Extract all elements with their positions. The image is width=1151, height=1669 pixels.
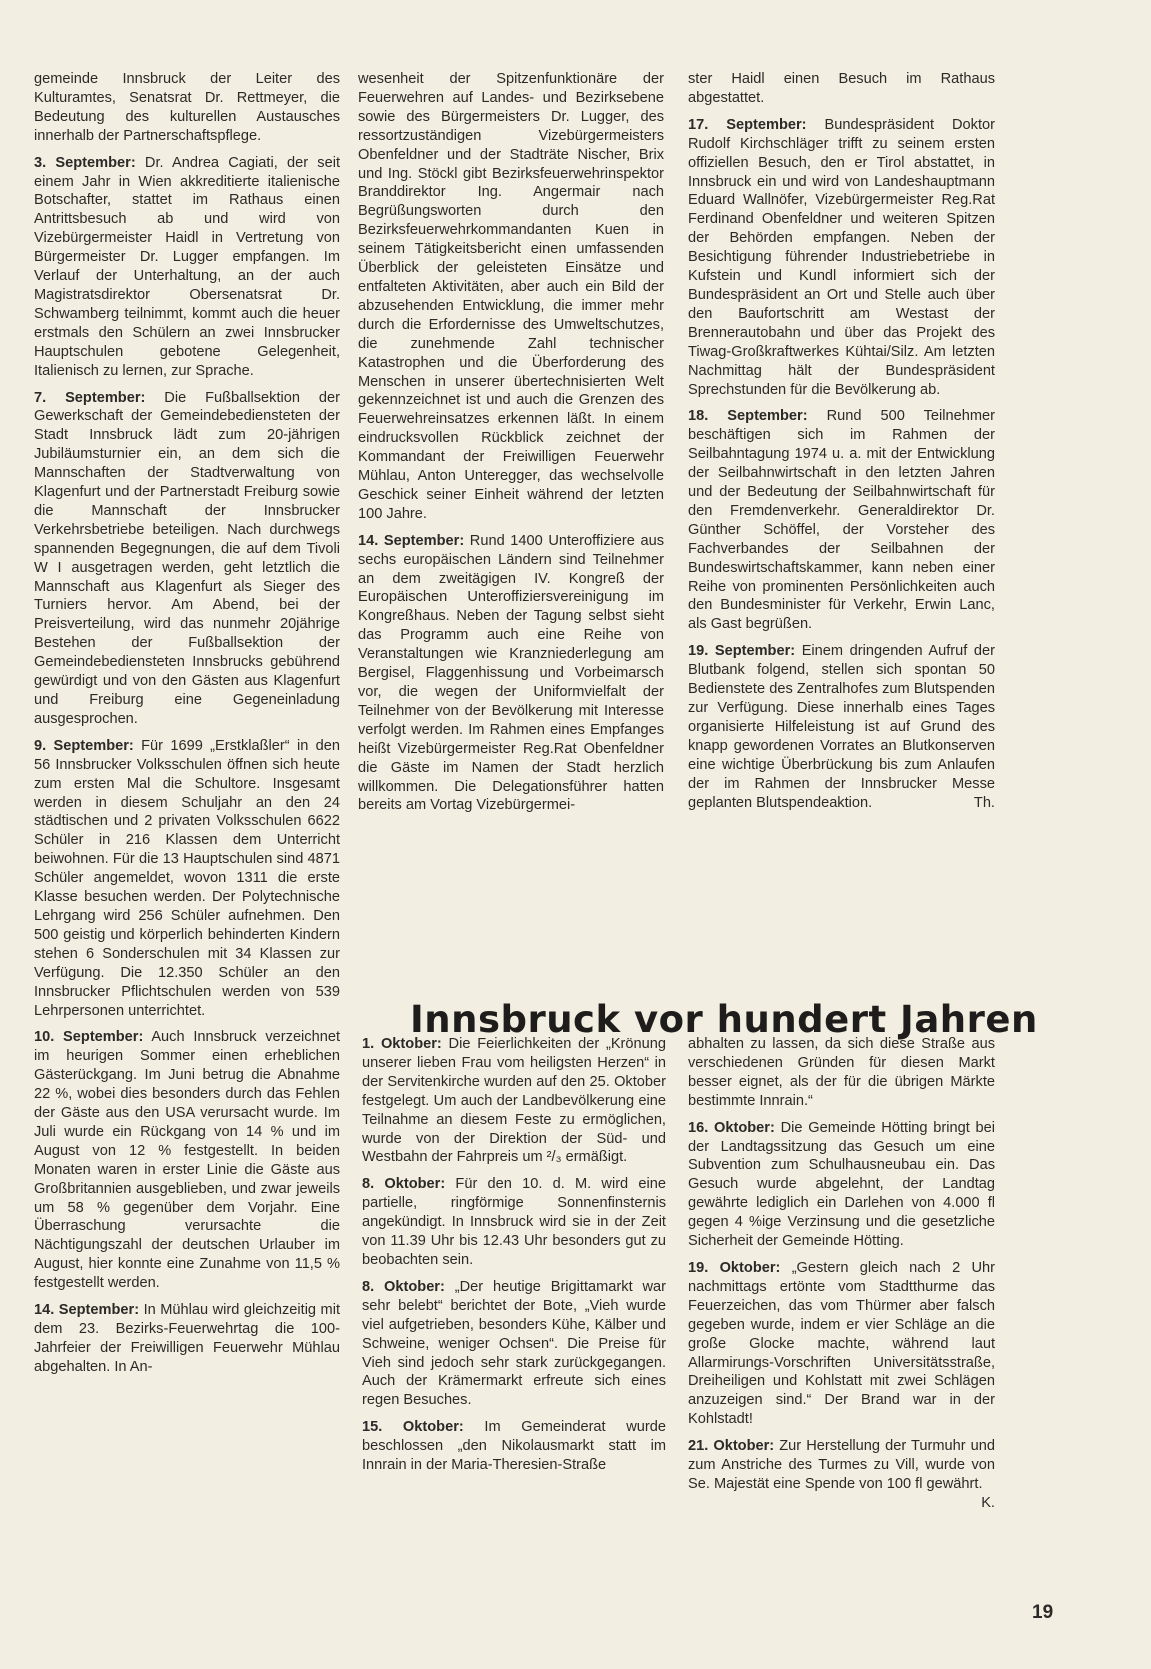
- article-paragraph: [362, 1035, 666, 1167]
- article-paragraph: [688, 116, 995, 400]
- entry-date: 14. September:: [358, 532, 465, 549]
- entry-text: Die Fußballsektion der Gewerkschaft der Gemeindebediensteten der Stadt Innsbruck lädt zum 20-jährigen Jubiläumsturnier ein, an dem sich die Mannschaften der Stadtverwaltung von Klagenfurt und der Partnerstadt Freiburg sowie die Mannschaft der Innsbrucker Verkehrsbetriebe beteiligen. Nach durchwegs spannenden Begegnungen, die auf dem Tivoli W I ausgetragen werden, geht letztlich die Mannschaft aus Klagenfurt als Sieger des Turniers hervor. Am Abend, bei der Preisverteilung, wird das nunmehr 20jährige Bestehen der Fußballsektion der Gemeindebediensteten Innsbrucks gebührend gewürdigt und von den Gästen aus Klagenfurt und Freiburg eine Gegeneinladung ausgesprochen.: [34, 389, 340, 727]
- history-column-2: [688, 1035, 995, 1513]
- entry-date: 17. September:: [688, 116, 807, 133]
- article-paragraph: [688, 642, 995, 812]
- entry-text: abhalten zu lassen, da sich diese Straße aus verschiedenen Gründen für diesen Markt besser eignet, als der für die übrigen Märkte bestimmte Innrain.“: [688, 1036, 995, 1109]
- entry-text: „Der heutige Brigittamarkt war sehr belebt“ berichtet der Bote, „Vieh wurde viel aufgetrieben, besonders Kühe, Kälber und Schweine, weniger Ochsen“. Die Preise für Vieh sind jedoch sehr stark zurückgegangen. Auch der Krämermarkt erfreute sich eines regen Besuches.: [362, 1278, 666, 1409]
- entry-date: 15. Oktober:: [362, 1419, 464, 1436]
- entry-text: „Gestern gleich nach 2 Uhr nachmittags ertönte vom Stadtthurme das Feuerzeichen, das vom Thürmer aber falsch gegeben wurde, indem er vier Schläge an die große Glocke machte, während laut Allarmirungs-Vorschriften Universitätsstraße, Dreiheiligen und Kohlstatt mit zwei Schlägen anzuzeigen sind.“ Der Brand war in der Kohlstadt!: [688, 1259, 996, 1428]
- entry-date: 8. Oktober:: [362, 1278, 445, 1295]
- entry-date: 14. September:: [34, 1302, 140, 1319]
- author-signature: Th.: [973, 794, 995, 811]
- author-signature: K.: [981, 1494, 995, 1511]
- article-paragraph: [362, 1278, 666, 1410]
- article-paragraph: [358, 532, 664, 816]
- entry-text: Bundespräsident Doktor Rudolf Kirchschläger trifft zu seinem ersten offiziellen Besuch, den er Tirol abstattet, in Innsbruck ein und wird von Landeshauptmann Eduard Wallnöfer, Vizebürgermeister Reg.Rat Ferdinand Obenfeldner und weiteren Spitzen der Behörden empfangen. Neben der Besichtigung führender Industriebetriebe in Kufstein und Kundl informiert sich der Bundespräsident an Ort und Stelle auch über den Baufortschritt am Westast der Brennerautobahn und über das Projekt des Tiwag-Großkraftwerkes Kühtai/Silz. Am letzten Nachmittag hält der Bundespräsident Sprechstunden für die Bevölkerung ab.: [688, 116, 995, 398]
- article-paragraph: [34, 1301, 340, 1377]
- column-2: [358, 70, 664, 823]
- article-paragraph: [362, 1175, 666, 1270]
- entry-date: 18. September:: [688, 408, 808, 425]
- entry-text: gemeinde Innsbruck der Leiter des Kulturamtes, Senatsrat Dr. Rettmeyer, die Bedeutung des kulturellen Austausches innerhalb der Partnerschaftspflege.: [34, 71, 340, 144]
- entry-text: Für den 10. d. M. wird eine partielle, ringförmige Sonnenfinsternis angekündigt. In Innsbruck wird sie in der Zeit von 11.39 Uhr bis 12.43 Uhr besonders gut zu beobachten sein.: [362, 1176, 666, 1268]
- article-paragraph: [34, 70, 340, 146]
- entry-date: 3. September:: [34, 154, 136, 171]
- article-paragraph: [688, 1035, 995, 1111]
- article-paragraph: [688, 1119, 995, 1251]
- entry-text: Die Feierlichkeiten der „Krönung unserer lieben Frau vom heiligsten Herzen“ in der Servitenkirche wurden auf den 25. Oktober festgelegt. Um auch der Landbevölkerung eine Teilnahme an diesem Feste zu ermöglichen, wurde von der Direktion der Süd- und Westbahn der Fahrpreis um ²/₃ ermäßigt.: [362, 1036, 666, 1166]
- entry-date: 7. September:: [34, 389, 146, 406]
- entry-text: Auch Innsbruck verzeichnet im heurigen Sommer einen erheblichen Gästerückgang. Im Juni betrug die Abnahme 22 %, wobei dies besonders durch das Fehlen der Gäste aus den USA verursacht wurde. Im Juli wurde ein Rückgang von 14 % und im August von 12 % festgestellt. In beiden Monaten waren in erster Linie die Gäste aus Großbritannien ausgeblieben, und zwar jeweils um 58 % gegenüber dem Vorjahr. Eine Überraschung verursachte die Nächtigungszahl der deutschen Urlauber im August, hier konnte eine Zunahme von 11,5 % festgestellt werden.: [34, 1029, 340, 1292]
- entry-date: 8. Oktober:: [362, 1176, 446, 1193]
- entry-text: Rund 1400 Unteroffiziere aus sechs europäischen Ländern sind Teilnehmer an dem zweitägigen IV. Kongreß der Europäischen Unteroffiziersvereinigung im Kongreßhaus. Neben der Tagung selbst sieht das Programm auch eine Reihe von Veranstaltungen wie Kranzniederlegung am Bergisel, Flaggenhissung und Vorbeimarsch vor, die wegen der Uniformvielfalt der Teilnehmer von der Bevölkerung mit Interesse verfolgt werden. Im Rahmen eines Empfanges heißt Vizebürgermeister Reg.Rat Obenfeldner die Gäste im Namen der Stadt herzlich willkommen. Die Delegationsführer hatten bereits am Vortag Vizebürgermei-: [358, 532, 664, 814]
- page-number: 19: [1032, 1602, 1054, 1623]
- entry-text: Für 1699 „Erstklaßler“ in den 56 Innsbrucker Volksschulen öffnen sich heute zum ersten Mal die Schultore. Insgesamt werden in diesem Schuljahr an den 24 städtischen und 2 privaten Volksschulen 6622 Schüler in 216 Klassen dem Unterricht beiwohnen. Für die 13 Hauptschulen sind 4871 Schüler angemeldet, wovon 1311 die erste Klasse besuchen werden. Der Polytechnische Lehrgang wird 256 Schüler aufnehmen. Den 500 geistig und körperlich behinderten Kindern stehen 6 Sonderschulen mit 34 Klassen zur Verfügung. Die 12.350 Schüler an den Innsbrucker Pflichtschulen werden von 539 Lehrpersonen unterrichtet.: [34, 737, 340, 1019]
- article-paragraph: [688, 1259, 995, 1429]
- entry-text: Die Gemeinde Hötting bringt bei der Landtagssitzung das Gesuch um eine Subvention zum Schulhausneubau ein. Das Gesuch wurde abgelehnt, der Landtag gewährte lediglich ein Darlehen von 4.000 fl gegen 4 %ige Verzinsung und die gesetzliche Sicherheit der Gemeinde Hötting.: [688, 1119, 996, 1250]
- entry-text: Rund 500 Teilnehmer beschäftigen sich im Rahmen der Seilbahntagung 1974 u. a. mit der Entwicklung der Seilbahnwirtschaft in den letzten Jahren und der Bedeutung der Seilbahnwirtschaft für den Fremdenverkehr. Generaldirektor Dr. Günther Schöffel, der Vorsteher des Fachverbandes der Seilbahnen der Bundeswirtschaftskammer, kann neben einer Reihe von prominenten Persönlichkeiten auch den Bundesminister für Verkehr, Erwin Lanc, als Gast begrüßen.: [688, 408, 995, 633]
- article-paragraph: [34, 154, 340, 381]
- article-paragraph: [688, 70, 995, 108]
- entry-date: 9. September:: [34, 737, 134, 754]
- article-paragraph: [362, 1418, 666, 1475]
- entry-text: Im Gemeinderat wurde beschlossen „den Nikolausmarkt statt im Innrain in der Maria-Theresien-Straße: [362, 1419, 666, 1474]
- article-paragraph: [358, 70, 664, 524]
- entry-date: 16. Oktober:: [688, 1119, 775, 1136]
- entry-text: Dr. Andrea Cagiati, der seit einem Jahr in Wien akkreditierte italienische Botschafter, stattet im Rathaus einen Antrittsbesuch ab und wird von Vizebürgermeister Haidl in Vertretung von Bürgermeister Dr. Lugger empfangen. Im Verlauf der Unterhaltung, an der auch Magistratsdirektor Obersenatsrat Dr. Schwamberg teilnimmt, kommt auch die heuer erstmals den Schülern an zwei Innsbrucker Hauptschulen gebotene Gelegenheit, Italienisch zu lernen, zur Sprache.: [34, 154, 341, 379]
- column-3: [688, 70, 995, 820]
- entry-date: 1. Oktober:: [362, 1036, 442, 1052]
- entry-date: 19. Oktober:: [688, 1259, 781, 1276]
- article-paragraph: [688, 1437, 996, 1511]
- section-title: Innsbruck vor hundert Jahren: [410, 997, 1038, 1041]
- entry-date: 19. September:: [688, 643, 796, 660]
- entry-text: ster Haidl einen Besuch im Rathaus abgestattet.: [688, 71, 995, 106]
- article-paragraph: [688, 407, 995, 634]
- article-paragraph: [34, 389, 340, 729]
- history-column-1: [362, 1035, 666, 1483]
- article-paragraph: [34, 737, 340, 1021]
- entry-date: 21. Oktober:: [688, 1438, 775, 1455]
- entry-text: Zur Herstellung der Turmuhr und zum Anstriche des Turmes zu Vill, wurde von Se. Majestät eine Spende von 100 fl gewährt.: [688, 1438, 996, 1492]
- article-paragraph: [34, 1028, 340, 1293]
- column-1: [34, 70, 340, 1385]
- entry-text: In Mühlau wird gleichzeitig mit dem 23. Bezirks-Feuerwehrtag die 100-Jahrfeier der Freiwilligen Feuerwehr Mühlau abgehalten. In An-: [34, 1302, 340, 1375]
- entry-date: 10. September:: [34, 1029, 144, 1046]
- entry-text: wesenheit der Spitzenfunktionäre der Feuerwehren auf Landes- und Bezirksebene sowie des Bürgermeisters Dr. Lugger, des ressortzuständigen Vizebürgermeisters Obenfeldner und der Stadträte Nischer, Brix und Ing. Stöckl gibt Bezirksfeuerwehrinspektor Branddirektor Ing. Angermair nach Begrüßungsworten durch den Bezirksfeuerwehrkommandanten Kuen in seinem Tätigkeitsbericht einen umfassenden Überblick der geleisteten Einsätze und entfalteten Aktivitäten, aber auch ein Bild der abzusehenden Entwicklung, die immer mehr durch die Erfordernisse des Umweltschutzes, die zunehmende Zahl technischer Katastrophen und die Überforderung des Menschen in unserer übertechnisierten Welt gekennzeichnet ist und auch die Grenzen des Feuerwehreinsatzes erkennen läßt. In einem eindrucksvollen Rückblick zeichnet der Kommandant der Freiwilligen Feuerwehr Mühlau, Anton Unteregger, das wechselvolle Geschick seiner Einheit während der letzten 100 Jahre.: [358, 71, 664, 522]
- entry-text: Einem dringenden Aufruf der Blutbank folgend, stellen sich spontan 50 Bedienstete des Zentralhofes zum Blutspenden zur Verfügung. Diese innerhalb eines Tages organisierte Hilfeleistung ist auf Grund des knapp gewordenen Vorrates an Blutkonserven eine wichtige Überbrückung bis zum Anlaufen der im Rahmen der Innsbrucker Messe geplanten Blutspendeaktion.: [688, 643, 995, 811]
